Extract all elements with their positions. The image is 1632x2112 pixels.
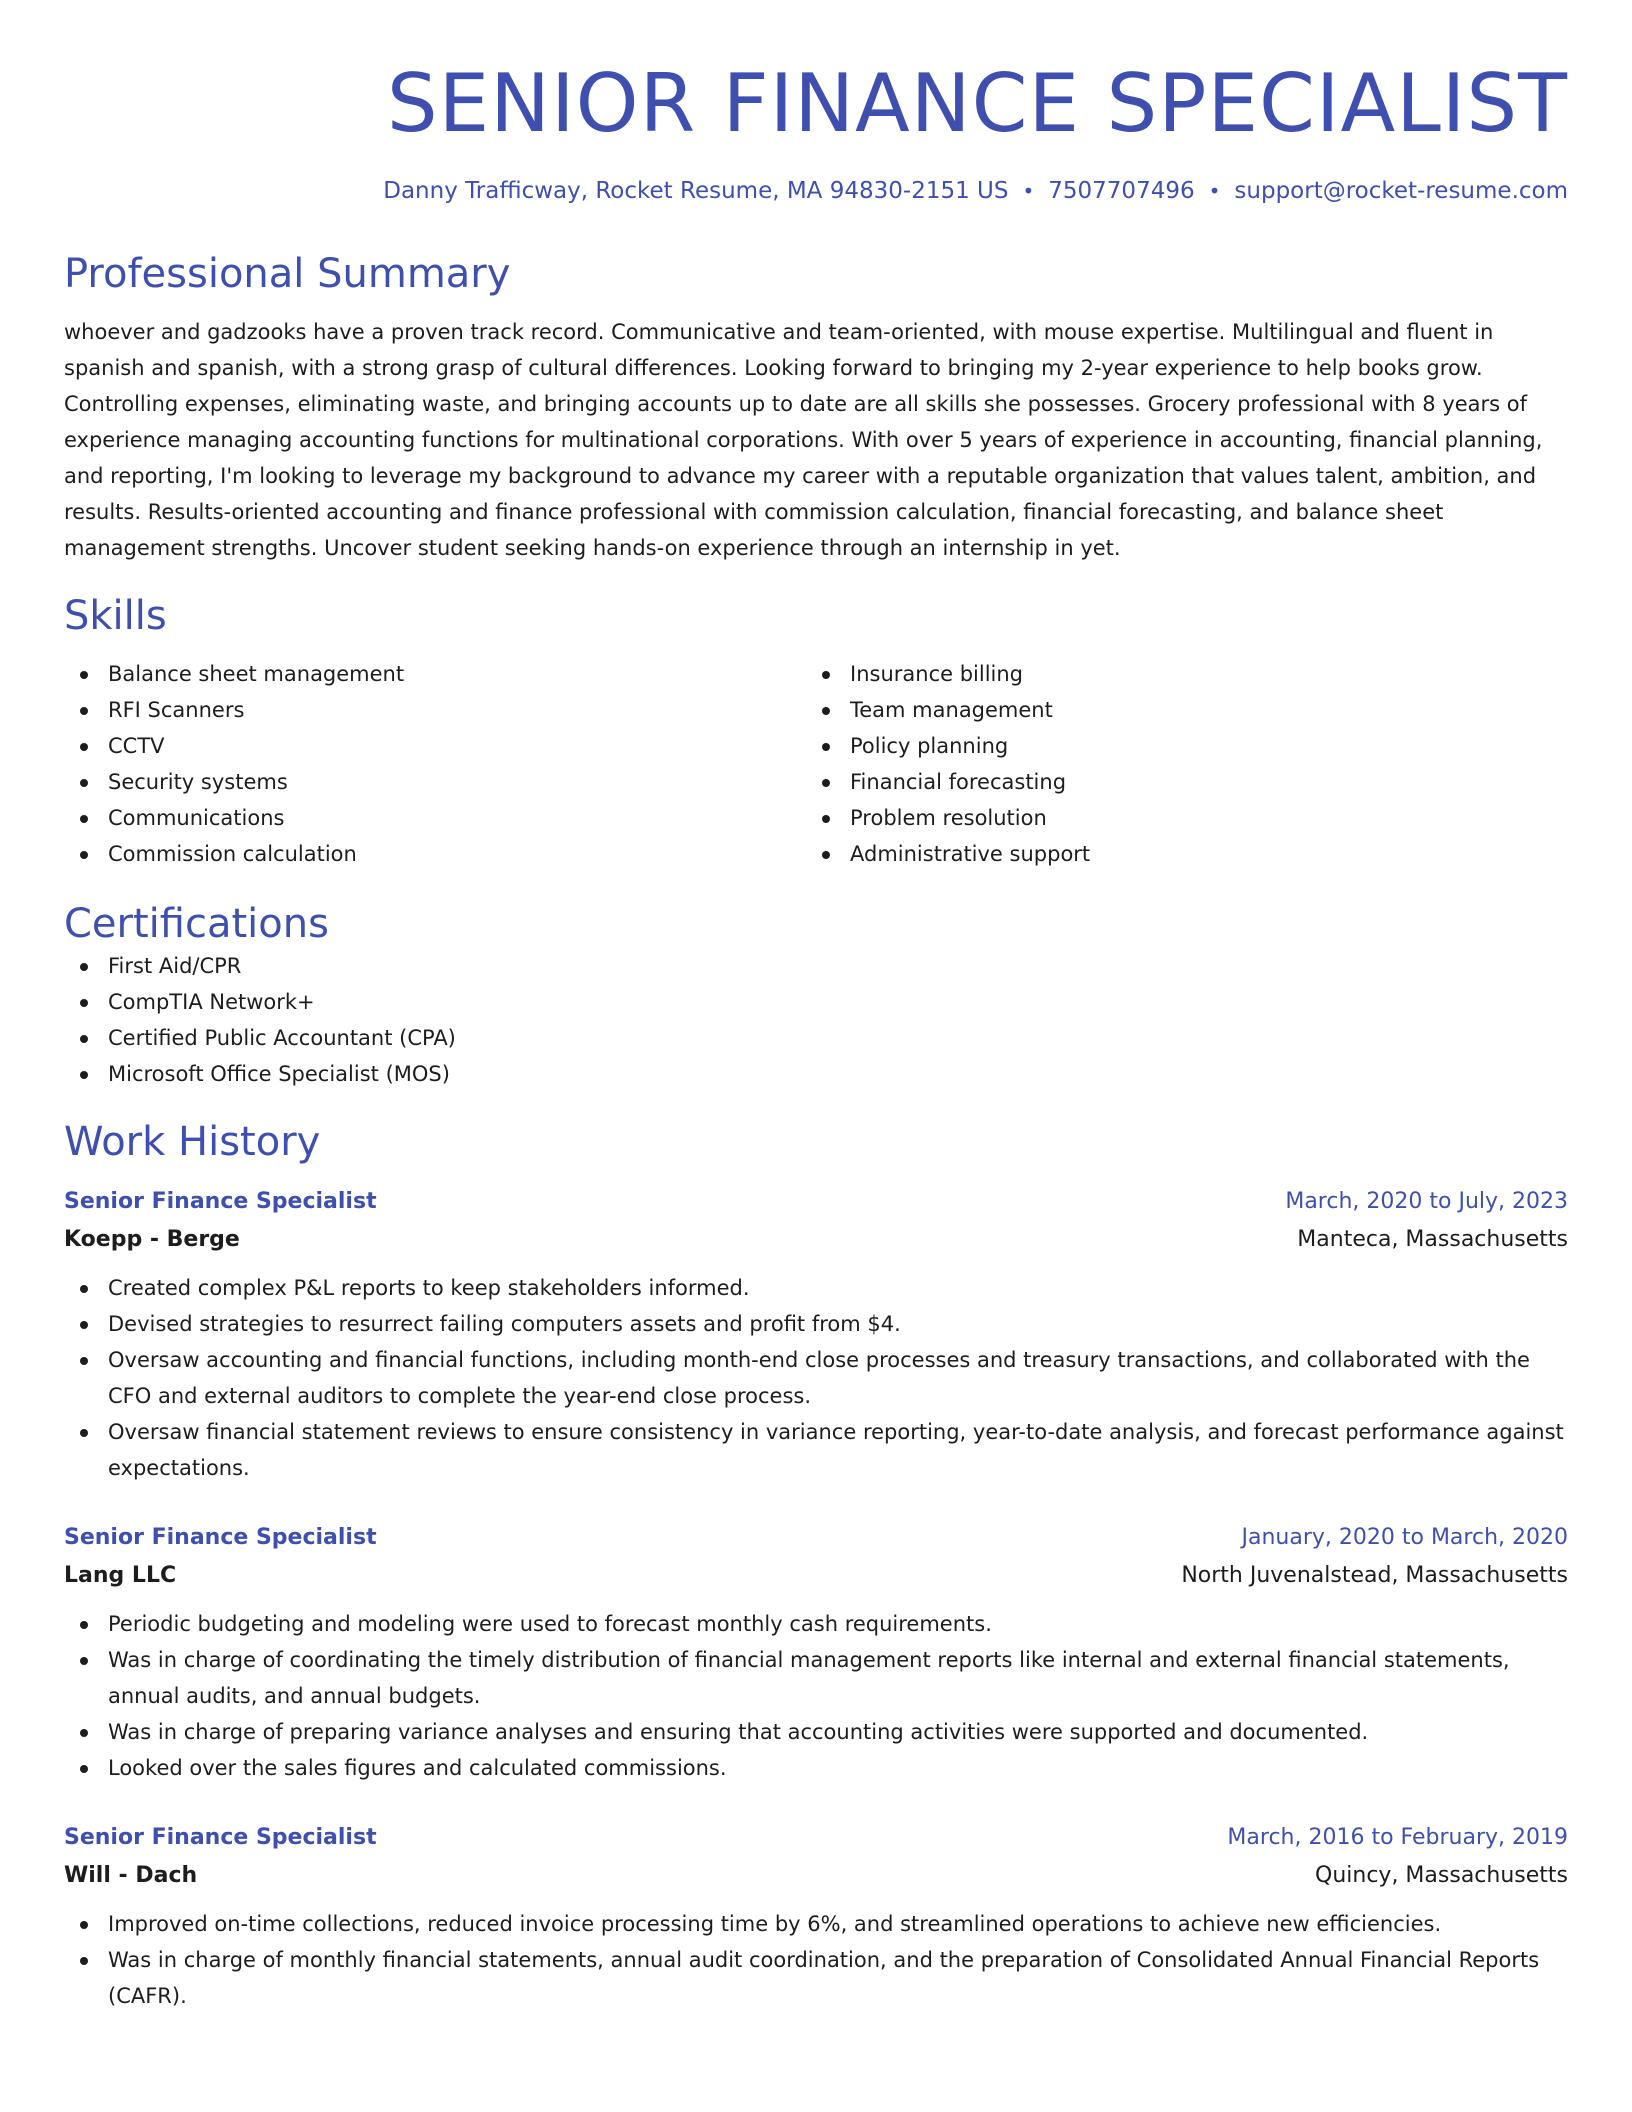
job-entry — [64, 1520, 1568, 1786]
certification-item: Certified Public Accountant (CPA) — [64, 1020, 1568, 1056]
job-duties — [64, 1270, 1568, 1486]
job-location: Manteca, Massachusetts — [1297, 1227, 1568, 1252]
job-header — [64, 1820, 1568, 1856]
skill-item: Financial forecasting — [806, 764, 1548, 800]
contact-separator: • — [1022, 179, 1035, 203]
contact-email: support@rocket-resume.com — [1234, 178, 1568, 204]
job-dates: January, 2020 to March, 2020 — [1241, 1525, 1568, 1550]
job-title: Senior Finance Specialist — [64, 1825, 377, 1850]
resume-page — [64, 0, 1568, 2014]
skill-item: Commission calculation — [64, 836, 806, 872]
job-duty: Periodic budgeting and modeling were used to forecast monthly cash requirements. — [64, 1606, 1568, 1642]
job-employer — [64, 1220, 1568, 1260]
contact-address: Danny Trafficway, Rocket Resume, MA 94830-2151 US — [383, 178, 1009, 204]
job-title: Senior Finance Specialist — [64, 1189, 377, 1214]
skill-item: Policy planning — [806, 728, 1548, 764]
job-location: Quincy, Massachusetts — [1315, 1863, 1568, 1888]
job-entry — [64, 1820, 1568, 2014]
job-header — [64, 1520, 1568, 1556]
certification-item: Microsoft Office Specialist (MOS) — [64, 1056, 1568, 1092]
skill-item: Insurance billing — [806, 656, 1548, 692]
skill-item: Problem resolution — [806, 800, 1548, 836]
contact-separator: • — [1208, 179, 1221, 203]
job-duty: Improved on-time collections, reduced invoice processing time by 6%, and streamlined operations to achieve new efficiencies. — [64, 1906, 1568, 1942]
job-dates: March, 2020 to July, 2023 — [1285, 1189, 1568, 1214]
job-duty: Devised strategies to resurrect failing computers assets and profit from $4. — [64, 1306, 1568, 1342]
job-company: Koepp - Berge — [64, 1227, 240, 1252]
skill-item: RFI Scanners — [64, 692, 806, 728]
job-duty: Looked over the sales figures and calculated commissions. — [64, 1750, 1568, 1786]
job-duty: Oversaw accounting and financial functions, including month-end close processes and treasury transactions, and collaborated with the CFO and external auditors to complete the year-end close process. — [64, 1342, 1568, 1414]
job-duty: Oversaw financial statement reviews to ensure consistency in variance reporting, year-to-date analysis, and forecast performance against expectations. — [64, 1414, 1568, 1486]
certifications-list — [64, 948, 1568, 1092]
job-duty: Was in charge of preparing variance analyses and ensuring that accounting activities were supported and documented. — [64, 1714, 1568, 1750]
skill-item: Administrative support — [806, 836, 1548, 872]
job-company: Lang LLC — [64, 1563, 177, 1588]
skills-heading: Skills — [64, 593, 167, 639]
certification-item: First Aid/CPR — [64, 948, 1568, 984]
job-duty: Created complex P&L reports to keep stakeholders informed. — [64, 1270, 1568, 1306]
resume-name-title: SENIOR FINANCE SPECIALIST — [386, 57, 1568, 150]
summary-heading: Professional Summary — [64, 251, 511, 297]
skill-item: Security systems — [64, 764, 806, 800]
job-title: Senior Finance Specialist — [64, 1525, 377, 1550]
job-duty: Was in charge of monthly financial statements, annual audit coordination, and the preparation of Consolidated Annual Financial Reports (CAFR). — [64, 1942, 1568, 2014]
contact-phone: 7507707496 — [1048, 178, 1195, 204]
certifications-heading: Certifications — [64, 901, 329, 947]
job-dates: March, 2016 to February, 2019 — [1227, 1825, 1568, 1850]
job-header — [64, 1184, 1568, 1220]
skill-item: Communications — [64, 800, 806, 836]
skills-column-left — [64, 656, 806, 872]
job-duties — [64, 1906, 1568, 2014]
job-duties — [64, 1606, 1568, 1786]
skill-item: Balance sheet management — [64, 656, 806, 692]
job-employer — [64, 1556, 1568, 1596]
job-employer — [64, 1856, 1568, 1896]
job-company: Will - Dach — [64, 1863, 198, 1888]
skill-item: Team management — [806, 692, 1548, 728]
summary-text: whoever and gadzooks have a proven track record. Communicative and team-oriented, with mouse expertise. Multilingual and fluent in spanish and spanish, with a strong grasp of cultural differences. Looking forward to bringing my 2-year experience to help books grow. Controlling expenses, eliminating waste, and bringing accounts up to date are all skills she possesses. Grocery professional with 8 years of experience managing accounting functions for multinational corporations. With over 5 years of experience in accounting, financial planning, and reporting, I'm looking to leverage my background to advance my career with a reputable organization that values talent, ambition, and results. Results-oriented accounting and finance professional with commission calculation, financial forecasting, and balance sheet management strengths. Uncover student seeking hands-on experience through an internship in yet. — [64, 320, 1543, 560]
certification-item: CompTIA Network+ — [64, 984, 1568, 1020]
job-duty: Was in charge of coordinating the timely distribution of financial management reports like internal and external financial statements, annual audits, and annual budgets. — [64, 1642, 1568, 1714]
skill-item: CCTV — [64, 728, 806, 764]
work-history-heading: Work History — [64, 1119, 321, 1165]
skills-column-right — [806, 656, 1548, 872]
job-location: North Juvenalstead, Massachusetts — [1181, 1563, 1568, 1588]
job-entry — [64, 1184, 1568, 1486]
contact-line — [64, 176, 1568, 206]
skills-list — [64, 656, 1568, 872]
